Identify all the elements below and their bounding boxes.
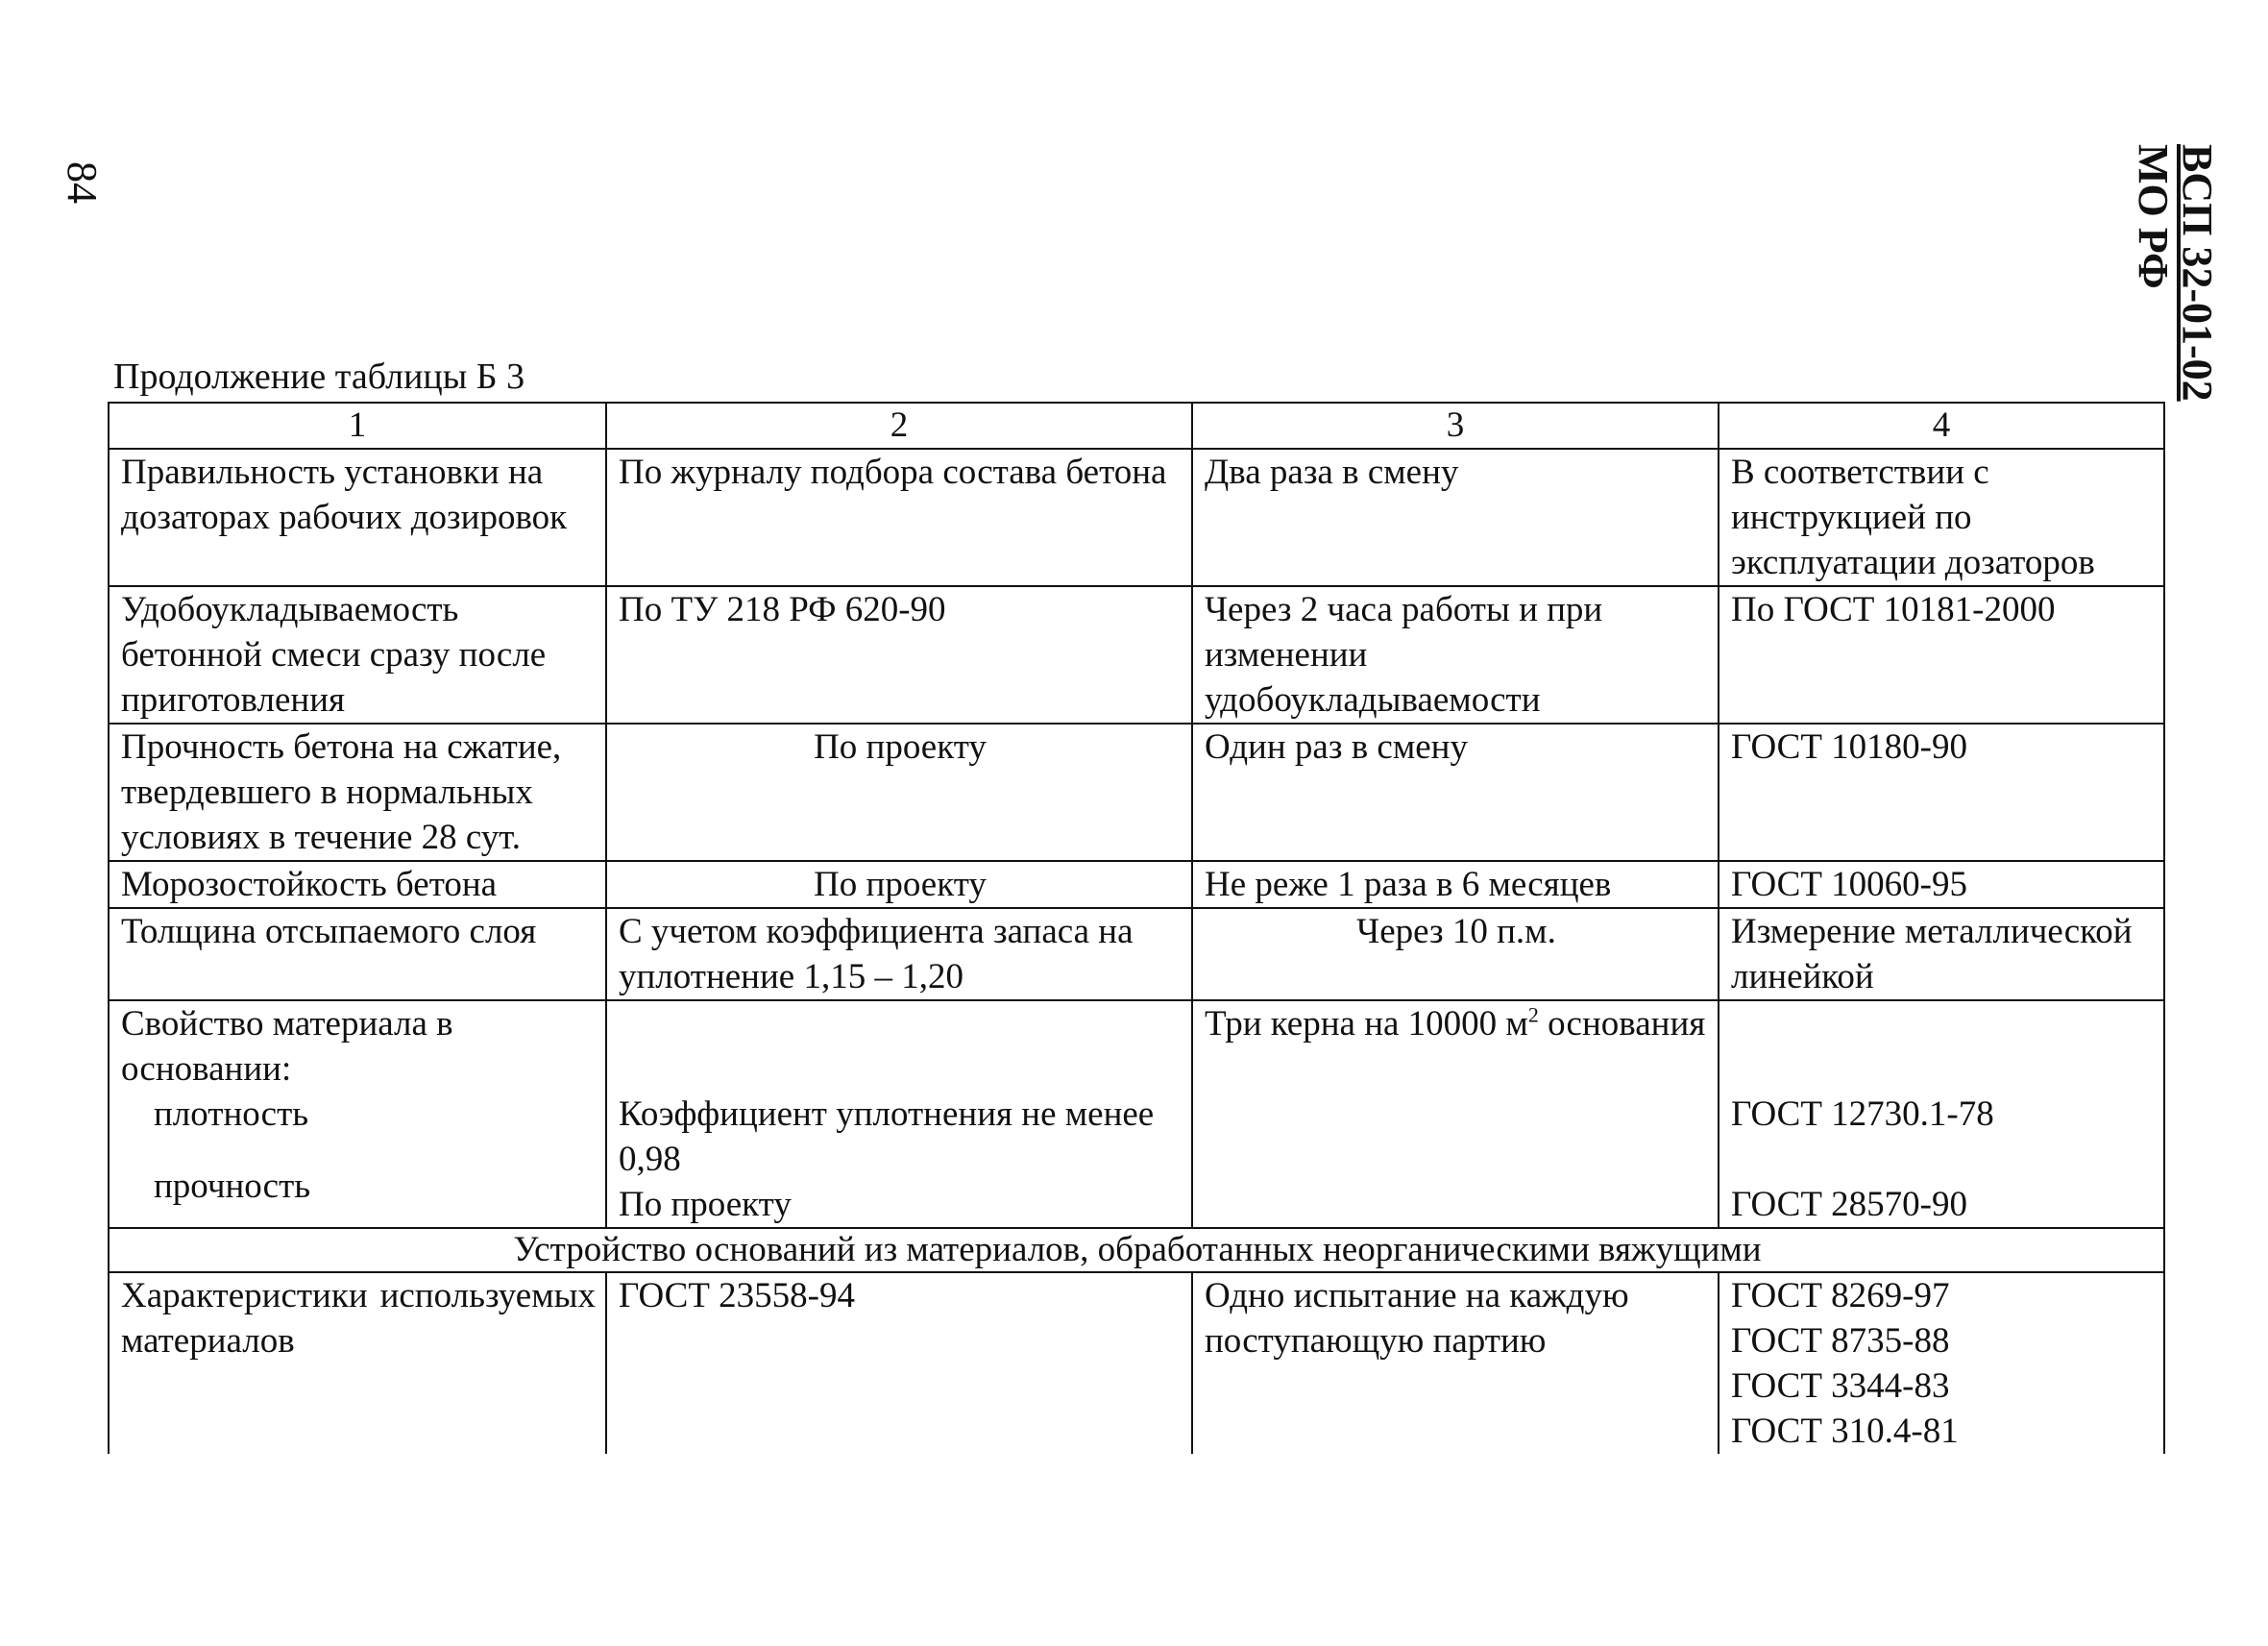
method-cell	[606, 1000, 1192, 1228]
table-row-material-properties	[109, 1000, 2164, 1228]
cores-text-suffix: основания	[1538, 1004, 1706, 1044]
parameter-cell: Прочность бетона на сжатие, твердевшего в нормальных условиях в течение 28 сут.	[109, 724, 606, 861]
frequency-cell	[1192, 1000, 1719, 1228]
method-cell: По журналу подбора состава бетона	[606, 449, 1192, 586]
table-header-row	[109, 403, 2164, 449]
section-title: Устройство оснований из материалов, обработанных неорганическими вяжущими	[109, 1228, 2164, 1272]
document-code	[2131, 144, 2219, 402]
spacer	[1731, 1001, 2154, 1092]
standard-cell: В соответствии с инструкцией по эксплуатации дозаторов	[1719, 449, 2164, 586]
standard-cell: По ГОСТ 10181-2000	[1719, 586, 2164, 724]
spacer	[619, 1001, 1182, 1092]
parameter-cell: Морозостойкость бетона	[109, 861, 606, 908]
cores-text: Три керна на 10000 м	[1205, 1004, 1528, 1044]
table-row	[109, 861, 2164, 908]
parameter-cell: Правильность установки на дозаторах рабочих дозировок	[109, 449, 606, 586]
property-strength-label: прочность	[154, 1167, 311, 1206]
density-standard: ГОСТ 12730.1-78	[1731, 1094, 1994, 1134]
column-number-3: 3	[1192, 403, 1719, 449]
table-caption: Продолжение таблицы Б 3	[113, 356, 525, 397]
standard-cell	[1719, 1272, 2164, 1454]
method-cell: По проекту	[606, 724, 1192, 861]
frequency-cell: Одно испытание на каждую поступающую партию	[1192, 1272, 1719, 1454]
document-code-line-2: МО РФ	[2130, 144, 2177, 289]
spacer	[121, 1137, 596, 1164]
standard-item: ГОСТ 3344-83	[1731, 1366, 1950, 1406]
strength-standard: ГОСТ 28570-90	[1731, 1185, 1967, 1224]
table-row	[109, 908, 2164, 1000]
method-cell: По ТУ 218 РФ 620-90	[606, 586, 1192, 724]
page-number: 84	[59, 161, 106, 204]
method-cell: ГОСТ 23558-94	[606, 1272, 1192, 1454]
parameter-cell: Удобоукладываемость бетонной смеси сразу после приготовления	[109, 586, 606, 724]
document-code-line-1: ВСП 32-01-02	[2174, 144, 2221, 402]
method-cell: С учетом коэффициента запаса на уплотнение 1,15 – 1,20	[606, 908, 1192, 1000]
property-title: Свойство материала в основании:	[121, 1004, 453, 1089]
column-number-1: 1	[109, 403, 606, 449]
frequency-cell: Через 2 часа работы и при изменении удобоукладываемости	[1192, 586, 1719, 724]
parameter-cell	[109, 1000, 606, 1228]
standard-cell: Измерение металлической линейкой	[1719, 908, 2164, 1000]
standard-item: ГОСТ 8735-88	[1731, 1321, 1950, 1361]
table-row	[109, 724, 2164, 861]
frequency-cell: Через 10 п.м.	[1192, 908, 1719, 1000]
strength-method: По проекту	[619, 1185, 792, 1224]
frequency-cell: Один раз в смену	[1192, 724, 1719, 861]
method-cell: По проекту	[606, 861, 1192, 908]
property-density-label: плотность	[154, 1094, 309, 1134]
density-method: Коэффициент уплотнения не менее 0,98	[619, 1094, 1155, 1179]
table-row	[109, 449, 2164, 586]
table-row	[109, 1272, 2164, 1454]
square-exponent: 2	[1527, 1002, 1539, 1027]
column-number-2: 2	[606, 403, 1192, 449]
standard-item: ГОСТ 310.4-81	[1731, 1412, 1959, 1451]
table-row	[109, 586, 2164, 724]
spacer	[1731, 1137, 2154, 1182]
standard-cell	[1719, 1000, 2164, 1228]
section-header-row	[109, 1228, 2164, 1272]
standard-cell: ГОСТ 10180-90	[1719, 724, 2164, 861]
parameter-cell: Характеристики используемых материалов	[109, 1272, 606, 1454]
frequency-cell: Не реже 1 раза в 6 месяцев	[1192, 861, 1719, 908]
standard-item: ГОСТ 8269-97	[1731, 1276, 1950, 1315]
control-table	[108, 402, 2165, 1454]
frequency-cell: Два раза в смену	[1192, 449, 1719, 586]
standard-cell: ГОСТ 10060-95	[1719, 861, 2164, 908]
parameter-cell: Толщина отсыпаемого слоя	[109, 908, 606, 1000]
column-number-4: 4	[1719, 403, 2164, 449]
